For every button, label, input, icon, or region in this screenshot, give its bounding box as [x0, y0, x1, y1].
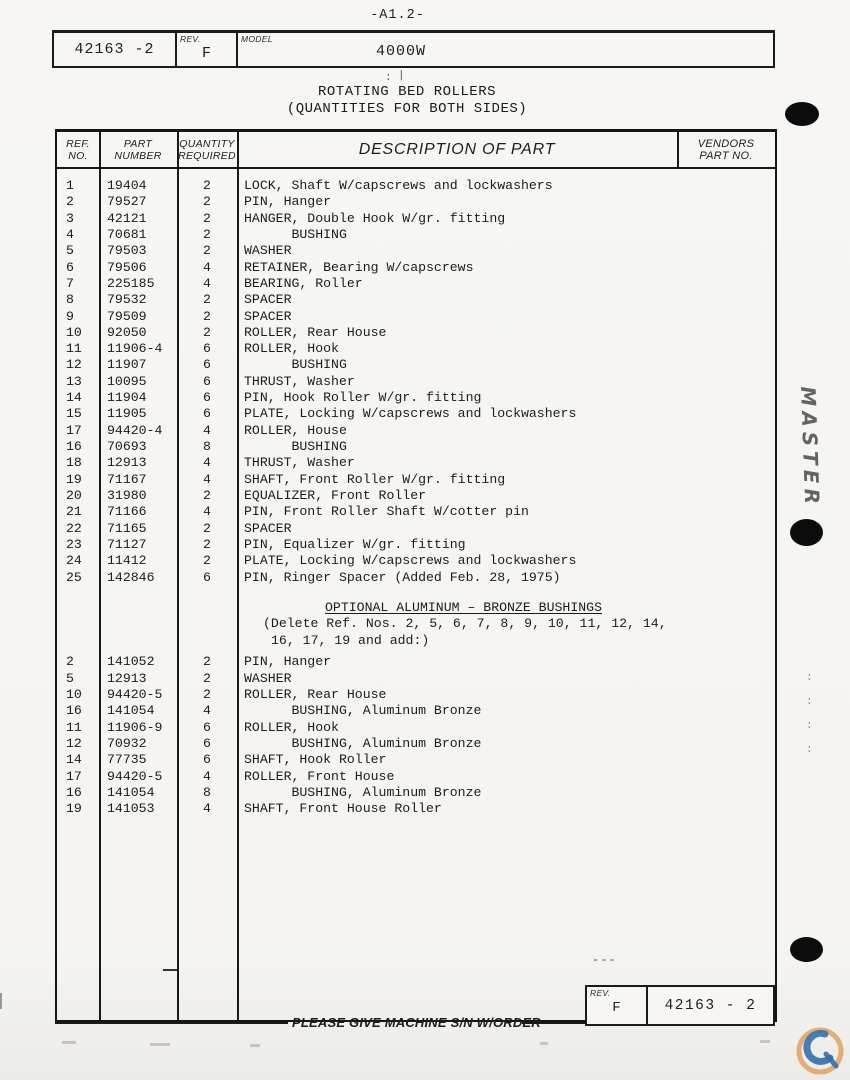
desc-cell: ROLLER, Hook: [244, 341, 339, 357]
punch-hole-mark: [790, 937, 823, 962]
qty-cell: 4: [203, 768, 211, 784]
table-row: [57, 439, 775, 455]
scan-artifact-dots: : : : :: [806, 672, 813, 756]
qty-cell: 2: [203, 520, 211, 536]
part-cell: 141053: [107, 801, 155, 817]
ref-cell: 15: [66, 406, 82, 422]
ref-cell: 7: [66, 275, 74, 291]
table-row: [57, 194, 775, 210]
desc-cell: BUSHING: [244, 226, 347, 242]
qty-cell: 2: [203, 178, 211, 193]
model-cell: [236, 33, 773, 66]
part-cell: 10095: [107, 373, 147, 389]
part-cell: 141052: [107, 654, 155, 670]
vendors-header: VENDORS PART NO.: [697, 137, 755, 162]
table-row: [57, 472, 775, 488]
part-cell: 11906-4: [107, 341, 163, 357]
part-cell: 70932: [107, 735, 147, 751]
quantity-header: QUANTITY REQUIRED: [178, 137, 236, 162]
part-cell: 11907: [107, 357, 147, 373]
part-cell: 94420-5: [107, 768, 163, 784]
part-cell: 31980: [107, 487, 147, 503]
desc-cell: ROLLER, Rear House: [244, 686, 387, 702]
qty-cell: 2: [203, 226, 211, 242]
table-row: [57, 227, 775, 243]
qty-cell: 2: [203, 194, 211, 210]
desc-cell: BUSHING, Aluminum Bronze: [244, 735, 482, 751]
table-row: [57, 357, 775, 373]
qty-cell: 2: [203, 553, 211, 569]
qty-cell: 6: [203, 406, 211, 422]
table-row: [57, 488, 775, 504]
desc-cell: RETAINER, Bearing W/capscrews: [244, 259, 474, 275]
ref-cell: 6: [66, 259, 74, 275]
ref-cell: 25: [66, 569, 82, 585]
ref-cell: 22: [66, 520, 82, 536]
ref-cell: 12: [66, 735, 82, 751]
drawing-title-block: [52, 30, 775, 68]
qty-cell: 2: [203, 292, 211, 308]
scan-speck: [760, 1040, 770, 1043]
desc-cell: WASHER: [244, 670, 292, 686]
qty-cell: 6: [203, 735, 211, 751]
document-subtitle: (QUANTITIES FOR BOTH SIDES): [286, 101, 528, 117]
drawing-number: 42163 -2: [74, 41, 155, 58]
model-value: 4000W: [376, 43, 427, 60]
part-cell: 79503: [107, 243, 147, 259]
table-row: [57, 423, 775, 439]
ref-cell: 17: [66, 422, 82, 438]
part-cell: 92050: [107, 324, 147, 340]
page-number: -A1.2-: [370, 8, 425, 23]
order-note: PLEASE GIVE MACHINE S/N W/ORDER: [292, 1015, 541, 1030]
punch-hole-mark: [790, 519, 823, 546]
crane-network-logo: [792, 1024, 850, 1080]
qty-cell: 8: [203, 439, 211, 454]
table-row: [57, 341, 775, 357]
table-row: [57, 769, 775, 785]
ref-cell: 12: [66, 357, 82, 373]
ref-cell: 2: [66, 654, 74, 670]
punch-hole-mark: [785, 102, 819, 126]
ref-cell: 13: [66, 373, 82, 389]
footer-revision-box: [585, 985, 775, 1026]
table-row: [57, 292, 775, 308]
desc-cell: SHAFT, Hook Roller: [244, 752, 387, 768]
qty-cell: 4: [203, 259, 211, 275]
desc-cell: BUSHING, Aluminum Bronze: [244, 784, 482, 800]
qty-cell: 2: [203, 324, 211, 340]
parts-table: [55, 129, 777, 1022]
main-parts-rows: [57, 169, 775, 586]
optional-parts-rows: [57, 649, 775, 817]
optional-note-line2: 16, 17, 19 and add:): [271, 632, 430, 648]
part-cell: 71127: [107, 536, 147, 552]
desc-cell: BEARING, Roller: [244, 275, 363, 291]
part-cell: 79527: [107, 194, 147, 210]
part-cell: 79509: [107, 308, 147, 324]
desc-cell: BUSHING: [244, 439, 347, 454]
part-cell: 11904: [107, 390, 147, 406]
table-row: [57, 178, 775, 194]
desc-cell: PIN, Equalizer W/gr. fitting: [244, 536, 466, 552]
ref-cell: 23: [66, 536, 82, 552]
scan-artifact: |: [398, 70, 405, 82]
footer-rev-value: F: [612, 1000, 621, 1016]
ref-cell: 19: [66, 471, 82, 487]
table-row: [57, 309, 775, 325]
part-cell: 71166: [107, 504, 147, 520]
footer-drawing-number: 42163 - 2: [664, 997, 757, 1014]
part-cell: 42121: [107, 210, 147, 226]
scan-speck: [250, 1044, 260, 1047]
qty-cell: 2: [203, 210, 211, 226]
table-row: [57, 521, 775, 537]
table-row: [57, 537, 775, 553]
desc-cell: EQUALIZER, Front Roller: [244, 487, 427, 503]
ref-cell: 1: [66, 178, 74, 193]
desc-cell: PIN, Hanger: [244, 654, 332, 670]
ref-cell: 19: [66, 801, 82, 817]
desc-cell: HANGER, Double Hook W/gr. fitting: [244, 210, 506, 226]
desc-cell: BUSHING, Aluminum Bronze: [244, 703, 482, 719]
part-cell: 94420-5: [107, 686, 163, 702]
ref-cell: 24: [66, 553, 82, 569]
qty-cell: 6: [203, 752, 211, 768]
table-row: [57, 504, 775, 520]
part-number-header: PART NUMBER: [114, 137, 162, 162]
qty-cell: 4: [203, 471, 211, 487]
table-row: [57, 553, 775, 569]
table-row: [57, 720, 775, 736]
qty-cell: 8: [203, 784, 211, 800]
ref-cell: 10: [66, 686, 82, 702]
qty-cell: 6: [203, 390, 211, 406]
part-cell: 19404: [107, 178, 147, 193]
part-cell: 11906-9: [107, 719, 163, 735]
desc-cell: ROLLER, Hook: [244, 719, 339, 735]
qty-cell: 4: [203, 455, 211, 471]
ref-cell: 2: [66, 194, 74, 210]
ref-cell: 18: [66, 455, 82, 471]
revision-cell: [175, 33, 236, 66]
table-row: [57, 406, 775, 422]
model-label: MODEL: [241, 34, 273, 44]
scan-edge-mark: [0, 993, 2, 1009]
table-row: [57, 801, 775, 817]
ref-cell: 4: [66, 226, 74, 242]
desc-cell: PLATE, Locking W/capscrews and lockwashers: [244, 406, 577, 422]
desc-cell: PIN, Hanger: [244, 194, 332, 210]
scan-artifact-tick: [163, 969, 177, 971]
qty-cell: 2: [203, 487, 211, 503]
ref-cell: 14: [66, 752, 82, 768]
part-cell: 225185: [107, 275, 155, 291]
part-cell: 94420-4: [107, 422, 163, 438]
ref-cell: 16: [66, 703, 82, 719]
qty-cell: 6: [203, 373, 211, 389]
table-row: [57, 703, 775, 719]
qty-cell: 4: [203, 422, 211, 438]
rev-label: REV.: [180, 34, 201, 44]
table-row: [57, 276, 775, 292]
table-bottom-line: [55, 1022, 288, 1024]
desc-cell: PIN, Front Roller Shaft W/cotter pin: [244, 504, 529, 520]
desc-cell: WASHER: [244, 243, 292, 259]
desc-cell: SHAFT, Front House Roller: [244, 801, 442, 817]
ref-cell: 5: [66, 670, 74, 686]
part-cell: 79506: [107, 259, 147, 275]
scan-speck: [62, 1041, 76, 1044]
desc-cell: LOCK, Shaft W/capscrews and lockwashers: [244, 178, 553, 193]
ref-cell: 11: [66, 719, 82, 735]
table-row: [57, 260, 775, 276]
desc-cell: SPACER: [244, 292, 292, 308]
qty-cell: 6: [203, 719, 211, 735]
part-cell: 141054: [107, 784, 155, 800]
scan-speck: [150, 1043, 170, 1046]
part-cell: 71167: [107, 471, 147, 487]
ref-cell: 9: [66, 308, 74, 324]
qty-cell: 2: [203, 243, 211, 259]
table-row: [57, 455, 775, 471]
part-cell: 70693: [107, 439, 147, 454]
desc-cell: BUSHING: [244, 357, 347, 373]
part-cell: 71165: [107, 520, 147, 536]
part-cell: 12913: [107, 455, 147, 471]
scan-speck: [540, 1042, 548, 1045]
scan-artifact-dashes: ---: [592, 953, 617, 967]
part-cell: 141054: [107, 703, 155, 719]
table-row: [57, 243, 775, 259]
document-title: ROTATING BED ROLLERS: [317, 84, 497, 100]
ref-cell: 3: [66, 210, 74, 226]
rev-value: F: [201, 45, 211, 62]
desc-cell: THRUST, Washer: [244, 373, 355, 389]
table-row: [57, 785, 775, 801]
ref-cell: 5: [66, 243, 74, 259]
table-row: [57, 671, 775, 687]
ref-cell: 8: [66, 292, 74, 308]
table-row: [57, 752, 775, 768]
qty-cell: 4: [203, 801, 211, 817]
master-handwritten-watermark: MASTER: [796, 386, 825, 510]
table-body: [57, 169, 775, 1020]
table-row: [57, 736, 775, 752]
ref-cell: 21: [66, 504, 82, 520]
qty-cell: 2: [203, 670, 211, 686]
qty-cell: 2: [203, 654, 211, 670]
ref-cell: 17: [66, 768, 82, 784]
part-cell: 70681: [107, 226, 147, 242]
table-row: [57, 211, 775, 227]
ref-cell: 20: [66, 487, 82, 503]
ref-cell: 16: [66, 784, 82, 800]
table-header: [57, 132, 775, 169]
part-cell: 11412: [107, 553, 147, 569]
scan-artifact: :: [385, 72, 392, 84]
table-row: [57, 654, 775, 670]
desc-cell: PIN, Ringer Spacer (Added Feb. 28, 1975): [244, 569, 561, 585]
desc-cell: ROLLER, House: [244, 422, 347, 438]
qty-cell: 2: [203, 308, 211, 324]
part-cell: 79532: [107, 292, 147, 308]
qty-cell: 2: [203, 536, 211, 552]
ref-cell: 10: [66, 324, 82, 340]
qty-cell: 6: [203, 357, 211, 373]
desc-cell: PLATE, Locking W/capscrews and lockwashers: [244, 553, 577, 569]
desc-cell: SPACER: [244, 520, 292, 536]
qty-cell: 4: [203, 703, 211, 719]
table-row: [57, 570, 775, 586]
footer-rev-cell: [587, 987, 648, 1024]
part-cell: 11905: [107, 406, 147, 422]
table-row: [57, 390, 775, 406]
table-row: [57, 687, 775, 703]
part-cell: 142846: [107, 569, 155, 585]
qty-cell: 4: [203, 504, 211, 520]
part-cell: 77735: [107, 752, 147, 768]
qty-cell: 6: [203, 569, 211, 585]
ref-cell: 16: [66, 439, 82, 454]
qty-cell: 4: [203, 275, 211, 291]
description-header: DESCRIPTION OF PART: [358, 140, 556, 158]
optional-heading-text: OPTIONAL ALUMINUM – BRONZE BUSHINGS: [325, 599, 602, 615]
optional-section-heading: [57, 600, 775, 650]
table-row: [57, 374, 775, 390]
part-cell: 12913: [107, 670, 147, 686]
desc-cell: PIN, Hook Roller W/gr. fitting: [244, 390, 482, 406]
desc-cell: ROLLER, Rear House: [244, 324, 387, 340]
qty-cell: 6: [203, 341, 211, 357]
desc-cell: ROLLER, Front House: [244, 768, 395, 784]
ref-no-header: REF. NO.: [66, 137, 90, 162]
desc-cell: SHAFT, Front Roller W/gr. fitting: [244, 471, 506, 487]
desc-cell: THRUST, Washer: [244, 455, 355, 471]
footer-rev-label: REV.: [590, 988, 611, 998]
desc-cell: SPACER: [244, 308, 292, 324]
ref-cell: 14: [66, 390, 82, 406]
qty-cell: 2: [203, 686, 211, 702]
ref-cell: 11: [66, 341, 82, 357]
optional-note-line1: (Delete Ref. Nos. 2, 5, 6, 7, 8, 9, 10, 11, 12, 14,: [263, 616, 667, 632]
table-row: [57, 325, 775, 341]
